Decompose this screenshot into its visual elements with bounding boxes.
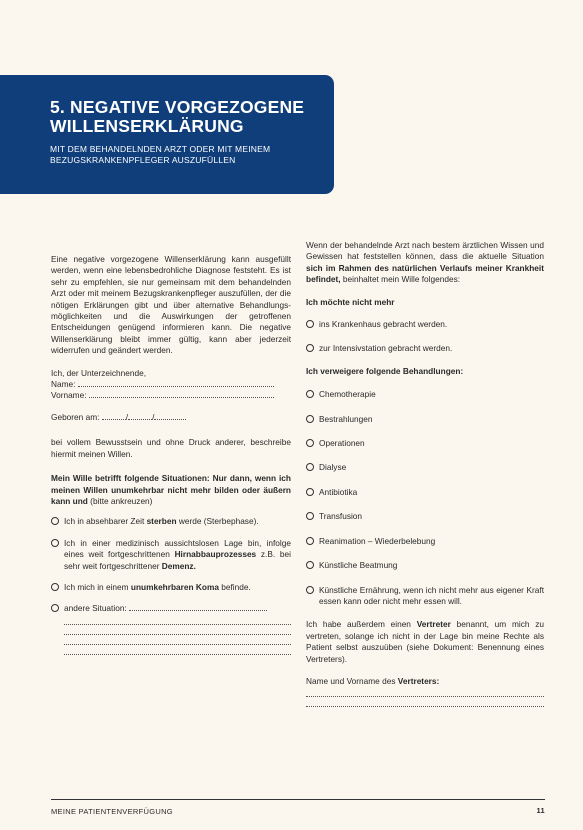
will-text: Wenn der behandelnde Arzt nach bestem ärztlichen Wissen und Gewissen hat feststellen können, dass die aktuelle Situation (306, 240, 544, 262)
right-column (306, 240, 544, 707)
checkbox-circle-icon[interactable] (306, 488, 314, 496)
will-text: beinhaltet mein Wille folgendes: (340, 274, 461, 285)
option-text: Künstliche Ernährung, wenn ich nicht mehr aus eigener Kraft essen kann oder nicht mehr essen will. (319, 584, 544, 606)
option-text: Reanimation – Wiederbelebung (319, 535, 436, 546)
option-text: zur Intensivstation gebracht werden. (319, 343, 453, 354)
representative-paragraph (306, 619, 544, 665)
situation-option-brain[interactable] (51, 538, 291, 572)
signatory-line: Ich, der Unterzeichnende, (51, 367, 147, 378)
treatment-antibiotics[interactable] (306, 487, 544, 498)
will-text-bold: sich im Rahmen des natürlichen Verlaufs meiner Krankheit befindet, (306, 262, 544, 285)
checkbox-circle-icon[interactable] (51, 517, 59, 525)
option-text: Künstliche Beatmung (319, 560, 398, 571)
page-number: 11 (536, 806, 545, 815)
checkbox-circle-icon[interactable] (306, 512, 314, 520)
option-text: Transfusion (319, 511, 363, 522)
birthdate-row (51, 412, 291, 423)
birthdate-label: Geboren am: (51, 411, 100, 422)
option-text: werde (Sterbephase). (176, 516, 259, 527)
checkbox-circle-icon[interactable] (306, 390, 314, 398)
representative-name-label (306, 676, 544, 687)
firstname-label: Vorname: (51, 390, 87, 401)
checkbox-circle-icon[interactable] (51, 539, 59, 547)
rep-text: Ich habe außerdem einen (306, 619, 417, 630)
option-text-bold: Hirnabbauprozesses (174, 549, 257, 560)
option-text: andere Situation: (64, 603, 127, 614)
option-text: Ich mich in einem (64, 581, 131, 592)
situation-option-coma[interactable] (51, 582, 291, 593)
will-paragraph (306, 240, 544, 286)
name-field[interactable] (78, 386, 274, 387)
treatment-radiation[interactable] (306, 414, 544, 425)
checkbox-circle-icon[interactable] (306, 561, 314, 569)
option-hospital[interactable] (306, 319, 544, 330)
checkbox-circle-icon[interactable] (51, 604, 59, 612)
situations-heading (51, 473, 291, 507)
section-header-banner (0, 75, 334, 194)
page-footer (51, 799, 545, 816)
option-text: Dialyse (319, 462, 347, 473)
checkbox-circle-icon[interactable] (306, 415, 314, 423)
checkbox-circle-icon[interactable] (306, 439, 314, 447)
treatment-dialysis[interactable] (306, 462, 544, 473)
date-separator: / (125, 411, 129, 422)
checkbox-circle-icon[interactable] (51, 583, 59, 591)
checkbox-circle-icon[interactable] (306, 586, 314, 594)
date-separator: / (152, 411, 155, 422)
birth-month-field[interactable] (128, 419, 152, 420)
option-text: z.B. bei sehr weit fortgeschrittener (64, 549, 291, 571)
name-row (51, 379, 291, 390)
birth-day-field[interactable] (102, 419, 126, 420)
firstname-field[interactable] (89, 397, 274, 398)
option-text: Chemotherapie (319, 389, 376, 400)
option-text: Ich in absehbarer Zeit (64, 516, 147, 527)
rep-text: benannt, um mich zu vertreten, solange ich nicht in der Lage bin meine Rechte als Patient selbst auszuüben (siehe Dokument: Benennung eines Vertreters). (306, 619, 544, 664)
rep-label-text: Name und Vorname des (306, 675, 398, 686)
section-subtitle: MIT DEM BEHANDELNDEN ARZT ODER MIT MEINEM BEZUGSKRANKENPFLEGER AUSZUFÜLLEN (50, 144, 271, 165)
option-text: Antibiotika (319, 486, 358, 497)
rep-text-bold: Vertreter (416, 619, 451, 630)
treatment-transfusion[interactable] (306, 511, 544, 522)
situations-heading-bold: Mein Wille betrifft folgende Situationen: Nur dann, wenn ich meinen Willen unumkehrbar nicht mehr bilden oder äußern kann und (51, 473, 291, 506)
option-text: Ich in einer medizinisch aussichtslosen Lage bin, infolge eines weit fortgeschrittenen (64, 537, 291, 560)
other-situation-line[interactable] (64, 645, 291, 655)
refuse-heading: Ich verweigere folgende Behandlungen: (306, 365, 464, 376)
birth-year-field[interactable] (154, 419, 186, 420)
checkbox-circle-icon[interactable] (306, 463, 314, 471)
intro-paragraph: Eine negative vorgezogene Willenserklärung kann ausgefüllt werden, wenn eine lebensbedrohliche Diagnose feststeht. Es ist sehr zu empfehlen, sie nur gemeinsam mit dem behandelnden Arzt oder mit meinem Bezugskrankenpfleger auszufüllen, der die nötigen Erklärungen gibt und über alternative Behandlungsmöglichkeiten und die Auswirkungen der getroffenen Entscheidungen genügend informieren kann. Die negative Willenserklärung bleibt immer gültig, kann aber jederzeit widerrufen und geändert werden. (51, 254, 291, 356)
checkbox-circle-icon[interactable] (306, 537, 314, 545)
treatment-ventilation[interactable] (306, 560, 544, 571)
checkbox-circle-icon[interactable] (306, 320, 314, 328)
left-column (51, 254, 291, 655)
option-text: ins Krankenhaus gebracht werden. (319, 319, 448, 330)
other-situation-line[interactable] (64, 615, 291, 625)
representative-name-line[interactable] (306, 687, 544, 697)
rep-label-bold: Vertreters: (397, 675, 440, 686)
not-more-heading: Ich möchte nicht mehr (306, 296, 395, 307)
treatment-nutrition[interactable] (306, 585, 544, 608)
other-situation-line[interactable] (64, 635, 291, 645)
footer-title: MEINE PATIENTENVERFÜGUNG (51, 807, 173, 816)
situations-heading-note: (bitte ankreuzen) (87, 495, 153, 506)
option-text-bold: unumkehrbaren Koma (130, 581, 219, 592)
option-text: Bestrahlungen (319, 413, 373, 424)
option-text: befinde. (218, 581, 251, 592)
firstname-row (51, 390, 291, 401)
section-title: 5. NEGATIVE VORGEZOGENE WILLENSERKLÄRUNG (50, 97, 305, 136)
treatment-chemotherapy[interactable] (306, 389, 544, 400)
other-situation-field[interactable] (129, 610, 267, 611)
name-label: Name: (51, 379, 76, 390)
option-text-bold: sterben (146, 516, 177, 527)
consent-paragraph: bei vollem Bewusstsein und ohne Druck anderer, beschreibe hiermit meinen Willen. (51, 437, 291, 459)
situation-option-dying[interactable] (51, 516, 291, 527)
checkbox-circle-icon[interactable] (306, 344, 314, 352)
situation-option-other[interactable] (51, 603, 291, 654)
other-situation-line[interactable] (64, 625, 291, 635)
treatment-surgery[interactable] (306, 438, 544, 449)
treatment-reanimation[interactable] (306, 536, 544, 547)
option-text-bold: Demenz. (161, 560, 196, 571)
representative-name-line[interactable] (306, 697, 544, 707)
option-text: Operationen (319, 438, 365, 449)
option-intensive-care[interactable] (306, 343, 544, 354)
